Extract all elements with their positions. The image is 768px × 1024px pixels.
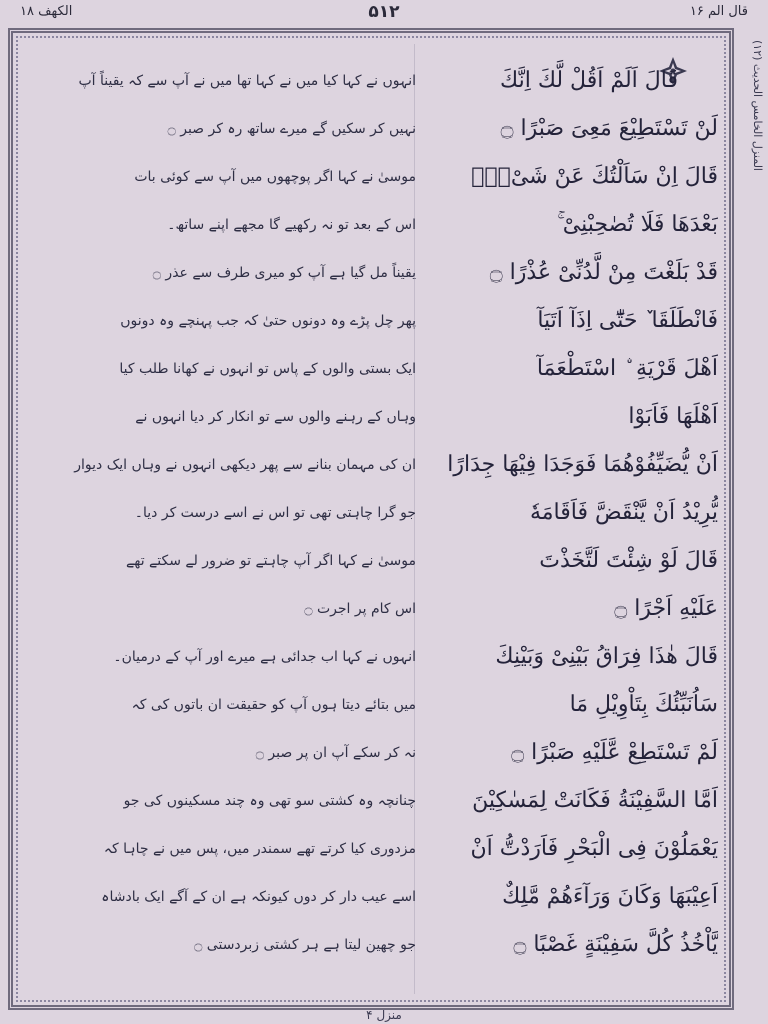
arabic-verse: قَالَ لَوْ شِئْتَ لَتَّخَذْتَ <box>539 548 718 573</box>
verse-row <box>24 102 718 156</box>
urdu-translation: مزدوری کیا کرتے تھے سمندر میں، پس میں نے چاہا کہ <box>103 841 416 857</box>
urdu-translation: نہ کر سکے آپ ان پر صبر ۝ <box>255 745 416 761</box>
arabic-verse: يَعْمَلُوْنَ فِى الْبَحْرِ فَاَرَدْتُّ اَنْ <box>470 836 718 861</box>
urdu-translation: انہوں نے کہا اب جدائی ہے میرے اور آپ کے درمیان۔ <box>113 649 416 665</box>
urdu-translation: چنانچہ وہ کشتی سو تھی وہ چند مسکینوں کی جو <box>123 793 416 809</box>
verse-row <box>24 294 718 348</box>
arabic-verse: اَهْلَ قَرْيَةِ ۨ اسْتَطْعَمَآ <box>536 356 718 381</box>
urdu-translation: اسے عیب دار کر دوں کیونکہ ہے ان کے آگے ایک بادشاہ <box>101 889 416 905</box>
verse-row <box>24 870 718 924</box>
juz-name: قال الم ۱۶ <box>689 4 748 19</box>
verse-row <box>24 246 718 300</box>
arabic-verse: سَاُنَبِّئُكَ بِتَاْوِيْلِ مَا <box>569 692 718 717</box>
arabic-verse: يُّرِيْدُ اَنْ يَّنْقَضَّ فَاَقَامَهٗ <box>529 500 718 525</box>
verse-row <box>24 726 718 780</box>
urdu-translation: یقیناً مل گیا ہے آپ کو میری طرف سے عذر ۝ <box>152 265 416 281</box>
arabic-verse: لَمْ تَسْتَطِعْ عَّلَيْهِ صَبْرًا ۝ <box>511 740 718 765</box>
verse-row <box>24 918 718 972</box>
verse-row <box>24 198 718 252</box>
urdu-translation: موسیٰ نے کہا اگر آپ چاہتے تو ضرور لے سکتے تھے <box>126 553 416 569</box>
verse-row <box>24 822 718 876</box>
arabic-verse: قَدْ بَلَغْتَ مِنْ لَّدُنِّىْ عُذْرًا ۝ <box>489 260 718 285</box>
urdu-translation: نہیں کر سکیں گے میرے ساتھ رہ کر صبر ۝ <box>167 121 416 137</box>
urdu-translation: ایک بستی والوں کے پاس تو انہوں نے کھانا طلب کیا <box>119 361 416 377</box>
arabic-verse: اَهْلَهَا فَاَبَوْا <box>628 404 718 429</box>
verse-row <box>24 342 718 396</box>
arabic-verse: بَعْدَهَا فَلَا تُصٰحِبْنِىْ ۚ <box>557 212 718 237</box>
margin-note: المنزل الخامس الحدیث (۱۲) <box>751 40 764 171</box>
verse-row <box>24 582 718 636</box>
arabic-verse: يَّاْخُذُ كُلَّ سَفِيْنَةٍ غَصْبًا ۝ <box>513 932 718 957</box>
arabic-verse: قَالَ اَلَمْ اَقُلْ لَّكَ اِنَّكَ <box>500 68 678 93</box>
verse-row <box>24 486 718 540</box>
urdu-translation: اس کام پر اجرت ۝ <box>304 601 416 617</box>
verse-row <box>24 630 718 684</box>
arabic-verse: فَانْطَلَقَا ٚ حَتّٰٓى اِذَآ اَتَيَآ <box>537 308 718 333</box>
verse-row <box>24 54 718 108</box>
page-number: ۵۱۲ <box>368 2 400 22</box>
arabic-verse: اَمَّا السَّفِيْنَةُ فَكَانَتْ لِمَسٰكِيْنَ <box>472 788 718 813</box>
page-header <box>0 0 768 30</box>
urdu-translation: انہوں نے کہا کیا میں نے کہا تھا میں نے آپ سے کہ یقیناً آپ <box>78 73 416 89</box>
surah-name: الکھف ۱۸ <box>20 4 73 19</box>
urdu-translation: اس کے بعد تو نہ رکھیے گا مجھے اپنے ساتھ۔ <box>167 217 416 233</box>
urdu-translation: وہاں کے رہنے والوں سے تو انکار کر دیا انہوں نے <box>135 409 416 425</box>
verse-row <box>24 678 718 732</box>
arabic-verse: قَالَ اِنْ سَاَلْتُكَ عَنْ شَىْءٍۢ <box>471 164 718 189</box>
arabic-verse: قَالَ هٰذَا فِرَاقُ بَيْنِىْ وَبَيْنِكَ <box>495 644 718 669</box>
arabic-verse: عَلَيْهِ اَجْرًا ۝ <box>614 596 718 621</box>
verse-row <box>24 150 718 204</box>
urdu-translation: موسیٰ نے کہا اگر پوچھوں میں آپ سے کوئی بات <box>134 169 416 185</box>
urdu-translation: میں بتائے دیتا ہوں آپ کو حقیقت ان باتوں کی کہ <box>131 697 416 713</box>
urdu-translation: جو گرا چاہتی تھی تو اس نے اسے درست کر دیا۔ <box>134 505 416 521</box>
arabic-verse: لَنْ تَسْتَطِيْعَ مَعِىَ صَبْرًا ۝ <box>500 116 718 141</box>
urdu-translation: پھر چل پڑے وہ دونوں حتیٰ کہ جب پہنچے وہ دونوں <box>120 313 416 329</box>
verse-row <box>24 774 718 828</box>
urdu-translation: ان کی مہمان بنانے سے پھر دیکھی انہوں نے وہاں ایک دیوار <box>74 457 416 473</box>
arabic-verse: اَنْ يُّضَيِّفُوْهُمَا فَوَجَدَا فِيْهَا جِدَارًا <box>447 452 718 477</box>
verse-row <box>24 390 718 444</box>
verse-row <box>24 534 718 588</box>
urdu-translation: جو چھین لیتا ہے ہر کشتی زبردستی ۝ <box>194 937 416 953</box>
arabic-verse: اَعِيْبَهَا وَكَانَ وَرَآءَهُمْ مَّلِكٌ <box>502 884 718 909</box>
verse-row <box>24 438 718 492</box>
manzil-footer: منزل ۴ <box>366 1008 402 1022</box>
